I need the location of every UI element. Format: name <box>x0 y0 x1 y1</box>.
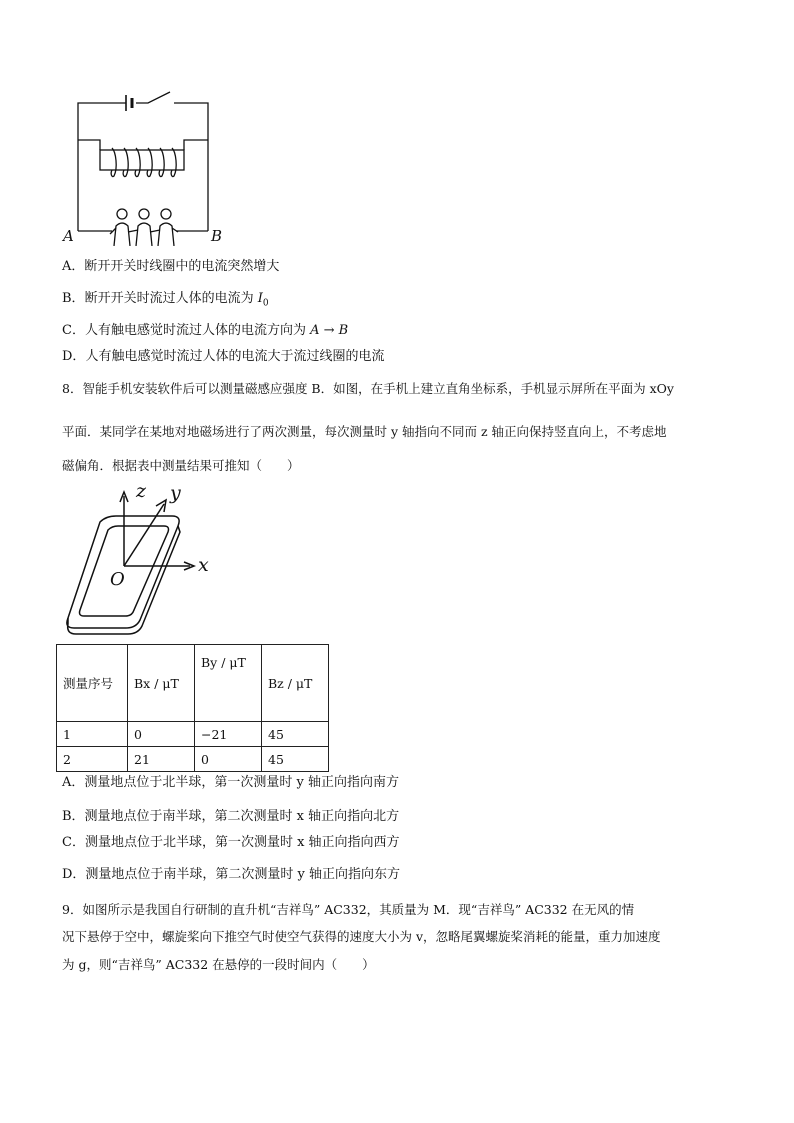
q8-option-d: D．测量地点位于南半球，第二次测量时 y 轴正向指向东方 <box>62 867 401 882</box>
q8-option-b: B．测量地点位于南半球，第二次测量时 x 轴正向指向北方 <box>62 809 400 824</box>
q7-option-a: A．断开开关时线圈中的电流突然增大 <box>62 259 280 274</box>
table-row <box>57 747 329 772</box>
q8-stem-line3: 磁偏角．根据表中测量结果可推知（ ） <box>62 458 300 473</box>
q9-stem-line2: 况下悬停于空中，螺旋桨向下推空气时使空气获得的速度大小为 v，忽略尾翼螺旋桨消耗的能量，重力加速度 <box>62 929 661 944</box>
header-cell: By / μT <box>195 645 262 722</box>
label-a: A <box>63 227 74 245</box>
table-cell: 45 <box>262 722 329 747</box>
label-b: B <box>211 227 223 245</box>
q8-stem-line1: 8．智能手机安装软件后可以测量磁感应强度 B．如图，在手机上建立直角坐标系，手机显示屏所在平面为 xOy <box>62 381 674 396</box>
header-cell: Bx / μT <box>128 645 195 722</box>
axis-z-label: z <box>136 480 147 502</box>
q9-stem-line1: 9．如图所示是我国自行研制的直升机“吉祥鸟” AC332，其质量为 M．现“吉祥鸟” AC332 在无风的情 <box>62 902 635 917</box>
q8-option-a: A．测量地点位于北半球，第一次测量时 y 轴正向指向南方 <box>62 775 399 790</box>
axis-y-label: y <box>170 482 181 504</box>
table-row <box>57 722 329 747</box>
header-cell: Bz / μT <box>262 645 329 722</box>
q9-stem-line3: 为 g，则“吉祥鸟” AC332 在悬停的一段时间内（ ） <box>62 957 375 972</box>
q7-option-c: C．人有触电感觉时流过人体的电流方向为 A → B <box>62 323 349 338</box>
origin-label: O <box>110 569 125 590</box>
table-cell: 2 <box>57 747 128 772</box>
q8-option-c: C．测量地点位于北半球，第一次测量时 x 轴正向指向西方 <box>62 835 400 850</box>
table-cell: 45 <box>262 747 329 772</box>
table-cell: −21 <box>195 722 262 747</box>
table-cell: 0 <box>195 747 262 772</box>
people-icon <box>110 209 178 246</box>
header-cell: 测量序号 <box>57 645 128 722</box>
measurement-table <box>56 644 329 772</box>
q7-option-b: B．断开开关时流过人体的电流为 $I_0$ <box>62 291 269 309</box>
phone-axes-diagram <box>60 482 220 637</box>
table-cell: 1 <box>57 722 128 747</box>
circuit-diagram <box>56 86 236 246</box>
table-cell: 21 <box>128 747 195 772</box>
q7-option-d: D．人有触电感觉时流过人体的电流大于流过线圈的电流 <box>62 349 385 364</box>
axis-x-label: x <box>198 554 209 576</box>
table-cell: 0 <box>128 722 195 747</box>
q8-stem-line2: 平面．某同学在某地对地磁场进行了两次测量，每次测量时 y 轴指向不同而 z 轴正向保持竖直向上，不考虑地 <box>62 424 667 439</box>
